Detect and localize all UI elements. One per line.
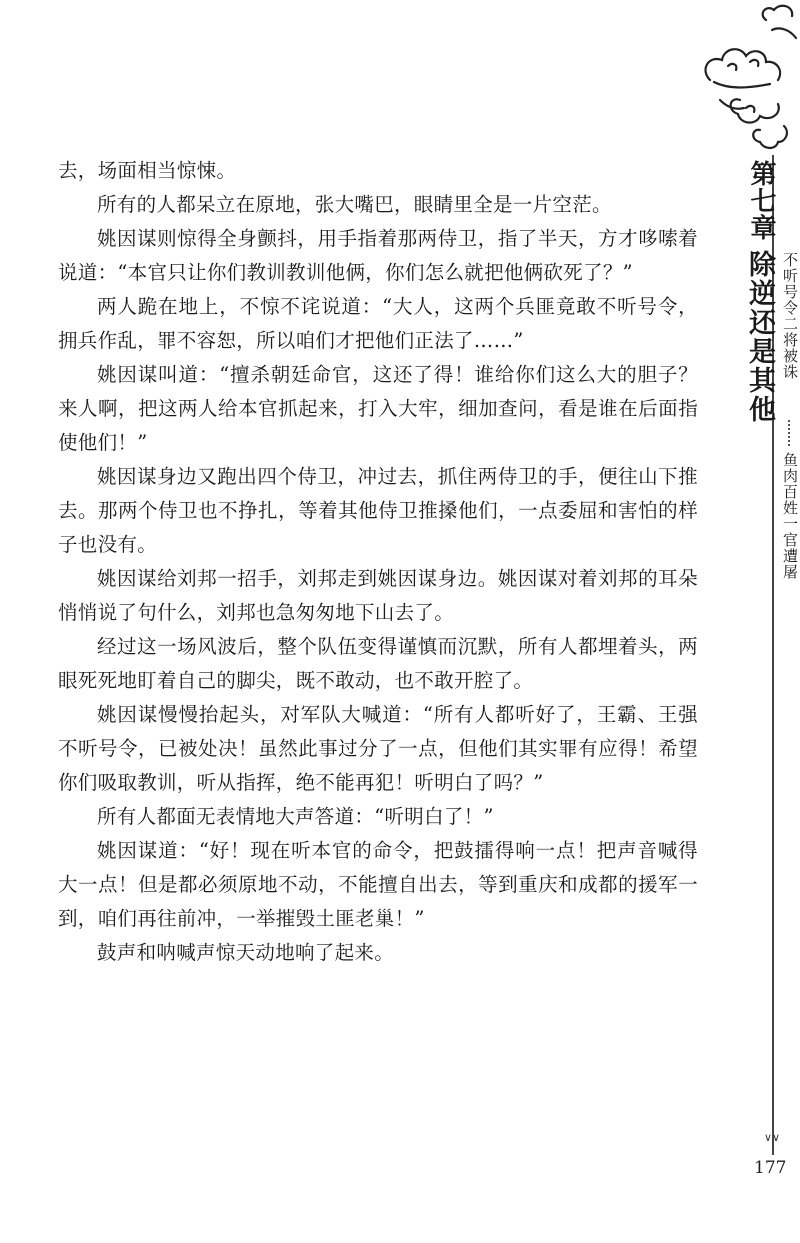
paragraph: 姚因谋叫道：“擅杀朝廷命官，这还了得！谁给你们这么大的胆子？来人啊，把这两人给本官抓起来，打入大牢，细加查问，看是谁在后面指使他们！” [58, 363, 698, 454]
section-subtitle-2: 鱼肉百姓一官遭屠 [781, 452, 799, 580]
subtitle-dotted-separator [788, 420, 792, 446]
section-subtitle-1: 不听号令二将被诛 [781, 252, 799, 380]
paragraph: 经过这一场风波后，整个队伍变得谨慎而沉默，所有人都埋着头，两眼死死地盯着自己的脚尖，既不敢动，也不敢开腔了。 [58, 635, 698, 692]
cloud-ornament-icon [700, 0, 800, 160]
paragraph: 两人跪在地上，不惊不诧说道：“大人，这两个兵匪竟敢不听号令，拥兵作乱，罪不容恕，所以咱们才把他们正法了……” [58, 295, 698, 352]
paragraph: 所有的人都呆立在原地，张大嘴巴，眼睛里全是一片空茫。 [97, 193, 612, 216]
paragraph: 鼓声和呐喊声惊天动地响了起来。 [97, 941, 395, 964]
paragraph: 姚因谋道：“好！现在听本官的命令，把鼓擂得响一点！把声音喊得大一点！但是都必须原地不动，不能擅自出去，等到重庆和成都的援军一到，咱们再往前冲，一举摧毁土匪老巢！” [58, 839, 698, 930]
paragraph: 姚因谋则惊得全身颤抖，用手指着那两侍卫，指了半天，方才哆嗦着说道：“本官只让你们教训教训他俩，你们怎么就把他俩砍死了？” [58, 227, 698, 284]
side-column [738, 0, 800, 1243]
paragraph: 所有人都面无表情地大声答道：“听明白了！” [97, 805, 494, 828]
page-number: 177 [754, 1158, 787, 1178]
chapter-title: 除逆还是其他 [744, 250, 775, 424]
chevron-down-icon: ∨∨ [764, 1131, 781, 1144]
chapter-number: 第七章 [746, 160, 776, 241]
body-text [58, 154, 698, 970]
paragraph: 姚因谋给刘邦一招手，刘邦走到姚因谋身边。姚因谋对着刘邦的耳朵悄悄说了句什么，刘邦也急匆匆地下山去了。 [58, 567, 698, 624]
paragraph: 去，场面相当惊悚。 [58, 159, 237, 182]
paragraph: 姚因谋身边又跑出四个侍卫，冲过去，抓住两侍卫的手，便往山下推去。那两个侍卫也不挣扎，等着其他侍卫推搡他们，一点委屈和害怕的样子也没有。 [58, 465, 698, 556]
paragraph: 姚因谋慢慢抬起头，对军队大喊道：“所有人都听好了，王霸、王强不听号令，已被处决！虽然此事过分了一点，但他们其实罪有应得！希望你们吸取教训，听从指挥，绝不能再犯！听明白了吗？” [58, 703, 698, 794]
